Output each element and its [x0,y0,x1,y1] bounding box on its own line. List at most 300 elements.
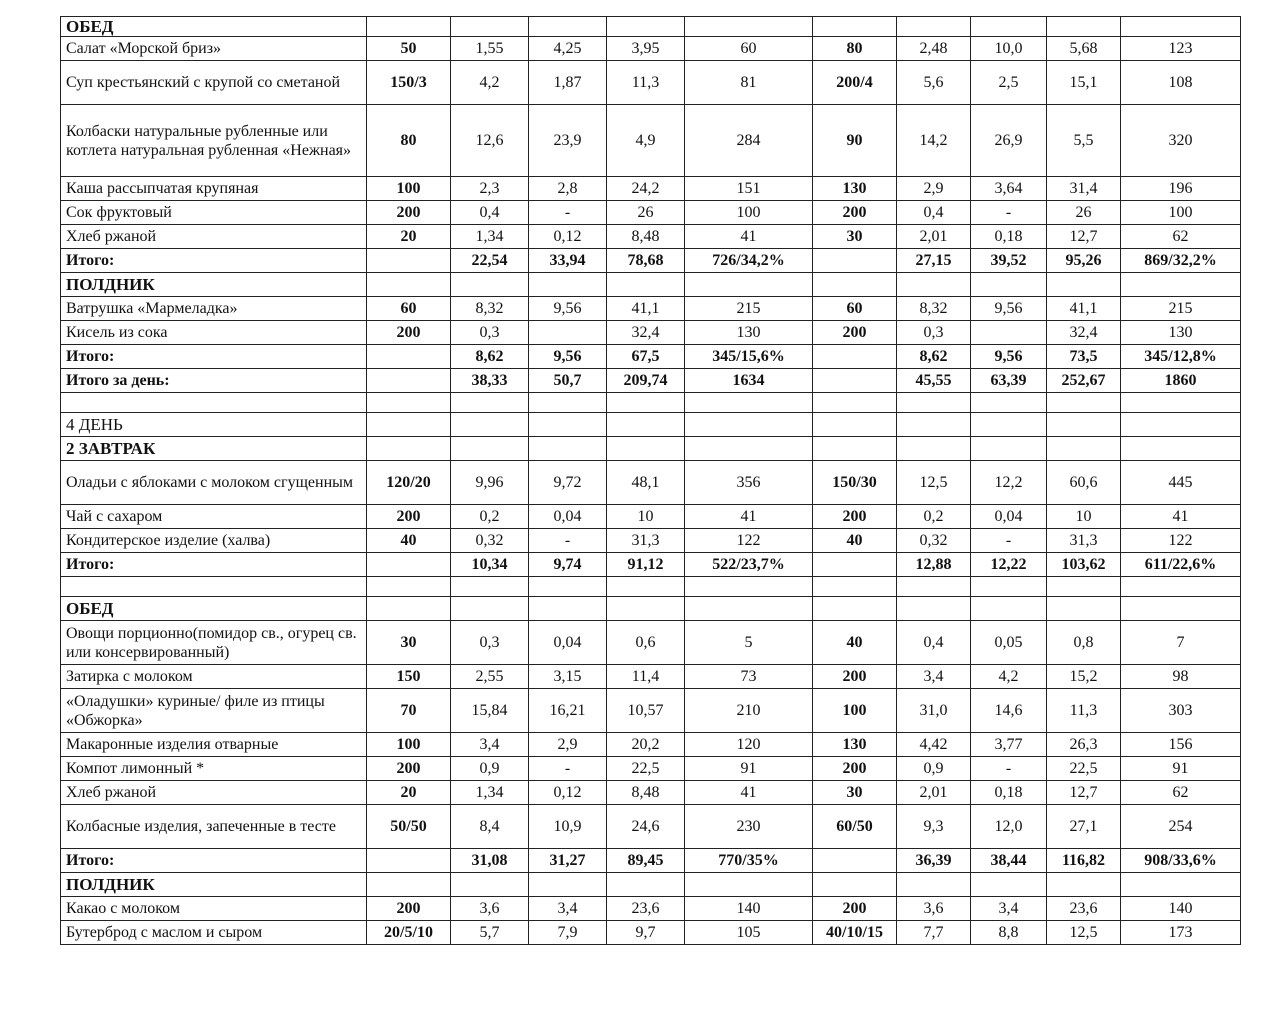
value-cell: 11,3 [1047,689,1121,733]
value-cell: 91 [685,757,813,781]
value-cell: 8,4 [451,805,529,849]
value-cell [971,413,1047,437]
value-cell: 11,3 [607,61,685,105]
value-cell: 0,18 [971,781,1047,805]
value-cell: 869/32,2% [1121,249,1241,273]
value-cell: 45,55 [897,369,971,393]
portion-cell [367,393,451,413]
value-cell [451,413,529,437]
value-cell: 48,1 [607,461,685,505]
portion-cell: 100 [367,733,451,757]
value-cell: 81 [685,61,813,105]
portion-cell [367,873,451,897]
portion-cell: 100 [367,177,451,201]
value-cell: 9,56 [529,345,607,369]
portion-cell: 130 [813,733,897,757]
value-cell [685,393,813,413]
portion-cell: 60/50 [813,805,897,849]
value-cell [1047,393,1121,413]
value-cell: 41 [685,781,813,805]
value-cell: 0,32 [451,529,529,553]
value-cell [971,17,1047,37]
value-cell [1121,597,1241,621]
dish-name-cell: Затирка с молоком [61,665,367,689]
section-row [61,597,1241,621]
value-cell: 23,9 [529,105,607,177]
value-cell: 156 [1121,733,1241,757]
value-cell: 8,62 [897,345,971,369]
value-cell: 0,3 [451,621,529,665]
value-cell: 5,5 [1047,105,1121,177]
value-cell: 9,3 [897,805,971,849]
table-row [61,201,1241,225]
dish-name-cell: Итого: [61,553,367,577]
value-cell: 252,67 [1047,369,1121,393]
value-cell: 4,25 [529,37,607,61]
value-cell [971,437,1047,461]
value-cell: 7,7 [897,921,971,945]
total-row [61,369,1241,393]
value-cell [1121,393,1241,413]
value-cell: 209,74 [607,369,685,393]
value-cell: 12,2 [971,461,1047,505]
value-cell: 2,9 [529,733,607,757]
value-cell [1121,17,1241,37]
value-cell: 611/22,6% [1121,553,1241,577]
portion-cell: 50 [367,37,451,61]
dish-name-cell: Хлеб ржаной [61,225,367,249]
value-cell: 2,01 [897,225,971,249]
value-cell [529,273,607,297]
value-cell: 26 [1047,201,1121,225]
dish-name-cell: Оладьи с яблоками с молоком сгущенным [61,461,367,505]
dish-name-cell: Бутерброд с маслом и сыром [61,921,367,945]
portion-cell: 200 [367,505,451,529]
portion-cell: 200 [813,505,897,529]
value-cell: 60 [685,37,813,61]
table-row [61,733,1241,757]
value-cell [529,597,607,621]
table-row [61,177,1241,201]
value-cell: 62 [1121,781,1241,805]
value-cell [1121,577,1241,597]
dish-name-cell [61,577,367,597]
dish-name-cell: Каша рассыпчатая крупяная [61,177,367,201]
portion-cell [813,849,897,873]
portion-cell [367,17,451,37]
dish-name-cell: Салат «Морской бриз» [61,37,367,61]
value-cell: 3,15 [529,665,607,689]
value-cell [1121,437,1241,461]
dish-name-cell: «Оладушки» куриные/ филе из птицы «Обжорка» [61,689,367,733]
value-cell: 1,55 [451,37,529,61]
value-cell: 39,52 [971,249,1047,273]
value-cell: 20,2 [607,733,685,757]
portion-cell: 200 [367,757,451,781]
value-cell: 10,0 [971,37,1047,61]
table-row [61,921,1241,945]
portion-cell [367,369,451,393]
value-cell: 1,34 [451,225,529,249]
value-cell: 140 [1121,897,1241,921]
value-cell: 41 [685,505,813,529]
portion-cell [813,369,897,393]
value-cell: 1634 [685,369,813,393]
portion-cell: 30 [813,781,897,805]
value-cell: 5 [685,621,813,665]
portion-cell [367,849,451,873]
value-cell [529,437,607,461]
value-cell: 0,9 [897,757,971,781]
value-cell: 10,57 [607,689,685,733]
table-row [61,505,1241,529]
value-cell [685,597,813,621]
value-cell: 22,54 [451,249,529,273]
value-cell: 5,6 [897,61,971,105]
value-cell [1121,873,1241,897]
value-cell: 60,6 [1047,461,1121,505]
value-cell: 41 [1121,505,1241,529]
value-cell: 98 [1121,665,1241,689]
value-cell: 41,1 [607,297,685,321]
portion-cell: 40 [367,529,451,553]
value-cell: 210 [685,689,813,733]
value-cell: 356 [685,461,813,505]
table-body [61,17,1241,945]
table-row [61,689,1241,733]
dish-name-cell: Ватрушка «Мармеладка» [61,297,367,321]
value-cell: 303 [1121,689,1241,733]
value-cell [529,413,607,437]
value-cell: 1860 [1121,369,1241,393]
value-cell: 10,34 [451,553,529,577]
value-cell [897,437,971,461]
dish-name-cell: Чай с сахаром [61,505,367,529]
value-cell [451,393,529,413]
table-row [61,297,1241,321]
value-cell: 10 [1047,505,1121,529]
value-cell [607,577,685,597]
value-cell: 31,3 [607,529,685,553]
blank-row [61,577,1241,597]
value-cell: 123 [1121,37,1241,61]
dish-name-cell: Колбасные изделия, запеченные в тесте [61,805,367,849]
value-cell: 32,4 [607,321,685,345]
portion-cell: 30 [813,225,897,249]
value-cell [1047,413,1121,437]
value-cell [1121,273,1241,297]
portion-cell: 150 [367,665,451,689]
value-cell: 36,39 [897,849,971,873]
value-cell: 31,08 [451,849,529,873]
value-cell: 23,6 [607,897,685,921]
portion-cell: 200 [813,201,897,225]
value-cell: - [529,529,607,553]
value-cell: 3,64 [971,177,1047,201]
portion-cell: 200 [813,757,897,781]
value-cell: 5,68 [1047,37,1121,61]
value-cell [685,577,813,597]
value-cell [971,597,1047,621]
value-cell: 15,84 [451,689,529,733]
dish-name-cell: Итого: [61,345,367,369]
value-cell: 0,04 [529,505,607,529]
value-cell [607,17,685,37]
value-cell: 9,72 [529,461,607,505]
table-row [61,321,1241,345]
dish-name-cell: Компот лимонный * [61,757,367,781]
value-cell [971,577,1047,597]
portion-cell: 60 [813,297,897,321]
value-cell: 345/15,6% [685,345,813,369]
value-cell: 41 [685,225,813,249]
value-cell: 9,56 [971,345,1047,369]
portion-cell [367,345,451,369]
value-cell: 3,95 [607,37,685,61]
value-cell [1121,413,1241,437]
value-cell: 27,1 [1047,805,1121,849]
dish-name-cell: Колбаски натуральные рубленные или котлета натуральная рубленная «Нежная» [61,105,367,177]
value-cell: 0,12 [529,225,607,249]
value-cell: 73,5 [1047,345,1121,369]
value-cell [897,597,971,621]
value-cell: 284 [685,105,813,177]
portion-cell: 130 [813,177,897,201]
value-cell: 0,6 [607,621,685,665]
value-cell [529,393,607,413]
section-row [61,273,1241,297]
portion-cell: 150/3 [367,61,451,105]
value-cell: 12,5 [897,461,971,505]
value-cell: 31,0 [897,689,971,733]
portion-cell [813,437,897,461]
value-cell: 5,7 [451,921,529,945]
value-cell: 1,34 [451,781,529,805]
section-row [61,437,1241,461]
portion-cell: 200 [367,201,451,225]
value-cell: 0,2 [451,505,529,529]
value-cell: 140 [685,897,813,921]
value-cell [685,437,813,461]
value-cell [1047,597,1121,621]
portion-cell [813,873,897,897]
portion-cell: 20 [367,225,451,249]
value-cell: 32,4 [1047,321,1121,345]
value-cell: 3,6 [451,897,529,921]
value-cell: 1,87 [529,61,607,105]
value-cell [971,393,1047,413]
portion-cell [813,273,897,297]
value-cell: 445 [1121,461,1241,505]
portion-cell [813,413,897,437]
value-cell [897,577,971,597]
value-cell: 9,56 [971,297,1047,321]
value-cell: 24,2 [607,177,685,201]
portion-cell: 40 [813,621,897,665]
value-cell: 16,21 [529,689,607,733]
value-cell [529,577,607,597]
value-cell: 0,4 [897,621,971,665]
value-cell: 2,8 [529,177,607,201]
value-cell: 4,9 [607,105,685,177]
value-cell: 0,8 [1047,621,1121,665]
portion-cell [367,413,451,437]
value-cell [897,17,971,37]
value-cell: 15,2 [1047,665,1121,689]
value-cell: - [971,757,1047,781]
value-cell [1047,17,1121,37]
value-cell [529,873,607,897]
table-row [61,61,1241,105]
total-row [61,849,1241,873]
value-cell [607,873,685,897]
value-cell: 0,32 [897,529,971,553]
portion-cell: 20 [367,781,451,805]
meal-section-title: ОБЕД [61,17,367,37]
value-cell: 8,8 [971,921,1047,945]
dish-name-cell: Итого: [61,249,367,273]
value-cell: 0,3 [897,321,971,345]
value-cell: 4,2 [971,665,1047,689]
dish-name-cell: Хлеб ржаной [61,781,367,805]
value-cell: 105 [685,921,813,945]
value-cell [897,413,971,437]
value-cell: 38,33 [451,369,529,393]
value-cell: 62 [1121,225,1241,249]
meal-section-title: ОБЕД [61,597,367,621]
meal-section-title: 2 ЗАВТРАК [61,437,367,461]
value-cell: 2,9 [897,177,971,201]
value-cell: - [971,201,1047,225]
value-cell: 26,9 [971,105,1047,177]
value-cell: 31,27 [529,849,607,873]
day-title: 4 ДЕНЬ [61,413,367,437]
meal-section-title: ПОЛДНИК [61,273,367,297]
value-cell: 522/23,7% [685,553,813,577]
table-row [61,665,1241,689]
value-cell: 91 [1121,757,1241,781]
value-cell: 8,48 [607,225,685,249]
value-cell [971,873,1047,897]
portion-cell: 80 [813,37,897,61]
value-cell: 27,15 [897,249,971,273]
value-cell [451,437,529,461]
value-cell: 10,9 [529,805,607,849]
value-cell: 91,12 [607,553,685,577]
portion-cell [813,345,897,369]
value-cell: 41,1 [1047,297,1121,321]
value-cell: - [529,201,607,225]
portion-cell: 20/5/10 [367,921,451,945]
value-cell: - [529,757,607,781]
value-cell: 4,2 [451,61,529,105]
value-cell: 26,3 [1047,733,1121,757]
value-cell [685,873,813,897]
portion-cell: 200 [813,321,897,345]
dish-name-cell: Итого: [61,849,367,873]
dish-name-cell: Макаронные изделия отварные [61,733,367,757]
dish-name-cell: Овощи порционно(помидор св., огурец св. или консервированный) [61,621,367,665]
table-row [61,225,1241,249]
portion-cell: 90 [813,105,897,177]
value-cell [1047,437,1121,461]
portion-cell [813,577,897,597]
value-cell: 12,22 [971,553,1047,577]
value-cell: 3,77 [971,733,1047,757]
dish-name-cell: Сок фруктовый [61,201,367,225]
value-cell: 116,82 [1047,849,1121,873]
value-cell: 26 [607,201,685,225]
value-cell: 254 [1121,805,1241,849]
value-cell: 0,9 [451,757,529,781]
value-cell: 215 [685,297,813,321]
value-cell [451,17,529,37]
value-cell: 73 [685,665,813,689]
value-cell [607,597,685,621]
value-cell: 12,6 [451,105,529,177]
value-cell: 12,0 [971,805,1047,849]
value-cell [1047,873,1121,897]
portion-cell [813,553,897,577]
value-cell: 8,48 [607,781,685,805]
value-cell [897,393,971,413]
value-cell: 4,42 [897,733,971,757]
value-cell [607,437,685,461]
value-cell: 120 [685,733,813,757]
value-cell: 22,5 [1047,757,1121,781]
value-cell: 31,3 [1047,529,1121,553]
portion-cell: 200 [813,897,897,921]
dish-name-cell: Кисель из сока [61,321,367,345]
value-cell: 3,6 [897,897,971,921]
portion-cell: 70 [367,689,451,733]
value-cell: 0,04 [971,505,1047,529]
portion-cell: 100 [813,689,897,733]
value-cell: 100 [1121,201,1241,225]
value-cell: 0,04 [529,621,607,665]
value-cell: 0,2 [897,505,971,529]
portion-cell: 200 [367,897,451,921]
value-cell [607,393,685,413]
value-cell: 0,4 [897,201,971,225]
portion-cell: 40 [813,529,897,553]
value-cell [607,273,685,297]
value-cell [529,321,607,345]
portion-cell: 30 [367,621,451,665]
table-row [61,897,1241,921]
portion-cell: 200/4 [813,61,897,105]
portion-cell [367,249,451,273]
value-cell: 12,88 [897,553,971,577]
value-cell: 320 [1121,105,1241,177]
total-row [61,249,1241,273]
value-cell [971,273,1047,297]
value-cell: 0,3 [451,321,529,345]
value-cell: 3,4 [529,897,607,921]
dish-name-cell: Итого за день: [61,369,367,393]
portion-cell [367,437,451,461]
value-cell: 12,5 [1047,921,1121,945]
value-cell: 22,5 [607,757,685,781]
value-cell [451,873,529,897]
table-row [61,781,1241,805]
dish-name-cell: Кондитерское изделие (халва) [61,529,367,553]
value-cell: 38,44 [971,849,1047,873]
portion-cell: 80 [367,105,451,177]
dish-name-cell: Суп крестьянский с крупой со сметаной [61,61,367,105]
value-cell: 14,6 [971,689,1047,733]
value-cell: 103,62 [1047,553,1121,577]
